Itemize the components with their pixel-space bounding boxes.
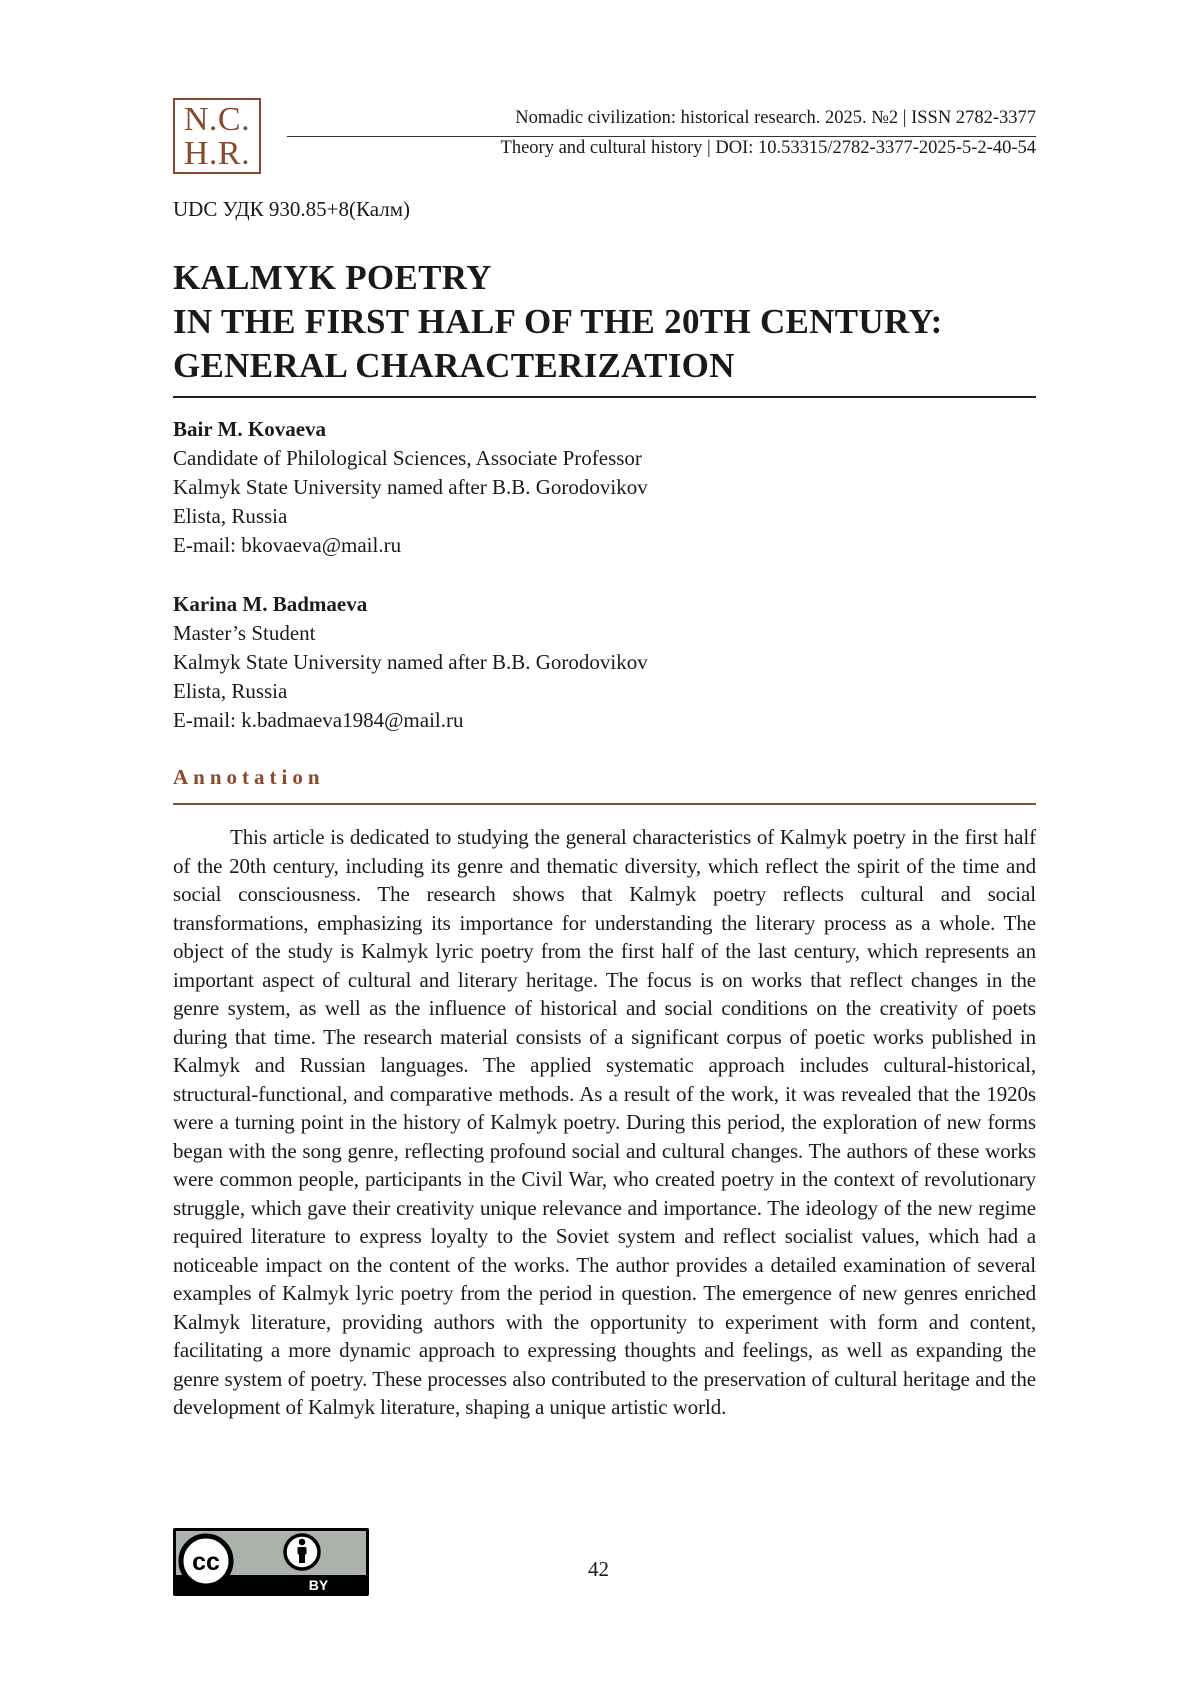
article-page <box>173 0 1036 1697</box>
author-location: Elista, Russia <box>173 679 288 703</box>
journal-logo <box>173 98 261 174</box>
author-name: Bair M. Kovaeva <box>173 417 327 441</box>
author-location: Elista, Russia <box>173 504 288 528</box>
logo-line-1: N.C. <box>183 101 251 138</box>
author-email[interactable]: E-mail: bkovaeva@mail.ru <box>173 533 402 557</box>
header-divider <box>287 136 1036 137</box>
author-degree: Master’s Student <box>173 621 316 645</box>
author-affiliation: Kalmyk State University named after B.B. Gorodovikov <box>173 475 648 499</box>
logo-line-2: H.R. <box>183 135 251 172</box>
author-block <box>173 415 648 560</box>
journal-info: Nomadic civilization: historical research. 2025. №2 | ISSN 2782-3377 <box>515 108 1036 128</box>
page-number: 42 <box>588 1557 609 1581</box>
title-divider <box>173 396 1036 398</box>
attribution-icon <box>285 1535 319 1569</box>
section-doi-info: Theory and cultural history | DOI: 10.53315/2782-3377-2025-5-2-40-54 <box>500 138 1036 158</box>
license-by-label: BY <box>308 1577 329 1593</box>
title-line: GENERAL CHARACTERIZATION <box>173 346 735 385</box>
author-name: Karina M. Badmaeva <box>173 592 368 616</box>
article-title <box>173 256 943 388</box>
title-line: KALMYK POETRY <box>173 258 492 297</box>
cc-icon <box>181 1536 231 1586</box>
author-block <box>173 590 648 735</box>
author-affiliation: Kalmyk State University named after B.B. Gorodovikov <box>173 650 648 674</box>
svg-text:cc: cc <box>192 1548 220 1576</box>
title-line: IN THE FIRST HALF OF THE 20TH CENTURY: <box>173 302 943 341</box>
author-email[interactable]: E-mail: k.badmaeva1984@mail.ru <box>173 708 464 732</box>
author-degree: Candidate of Philological Sciences, Associate Professor <box>173 446 642 470</box>
abstract-text: This article is dedicated to studying the general characteristics of Kalmyk poetry in the first half of the 20th century, including its genre and thematic diversity, which reflect the spirit of the time and social consciousness. The research shows that Kalmyk poetry reflects cultural and social transformations, emphasizing its importance for understanding the literary process as a whole. The object of the study is Kalmyk lyric poetry from the first half of the last century, which represents an important aspect of cultural and literary heritage. The focus is on works that reflect changes in the genre system, as well as the influence of historical and social conditions on the creativity of poets during that time. The research material consists of a significant corpus of poetic works published in Kalmyk and Russian languages. The applied systematic approach includes cultural-historical, structural-functional, and comparative methods. As a result of the work, it was revealed that the 1920s were a turning point in the history of Kalmyk poetry. During this period, the exploration of new forms began with the song genre, reflecting profound social and cultural changes. The authors of these works were common people, participants in the Civil War, who created poetry in the context of revolutionary struggle, which gave their creativity unique relevance and importance. The ideology of the new regime required literature to express loyalty to the Soviet system and reflect socialist values, which had a noticeable impact on the content of the works. The author provides a detailed examination of several examples of Kalmyk lyric poetry from the period in question. The emergence of new genres enriched Kalmyk literature, providing authors with the opportunity to experiment with form and content, facilitating a more dynamic approach to expressing thoughts and feelings, as well as expanding the genre system of poetry. These processes also contributed to the preservation of cultural heritage and the development of Kalmyk literature, shaping a unique artistic world. <box>173 825 1036 1419</box>
annotation-heading: Annotation <box>173 765 325 789</box>
udc-code: UDC УДК 930.85+8(Калм) <box>173 197 410 221</box>
cc-by-license-badge[interactable] <box>173 1528 369 1596</box>
annotation-divider <box>173 803 1036 805</box>
